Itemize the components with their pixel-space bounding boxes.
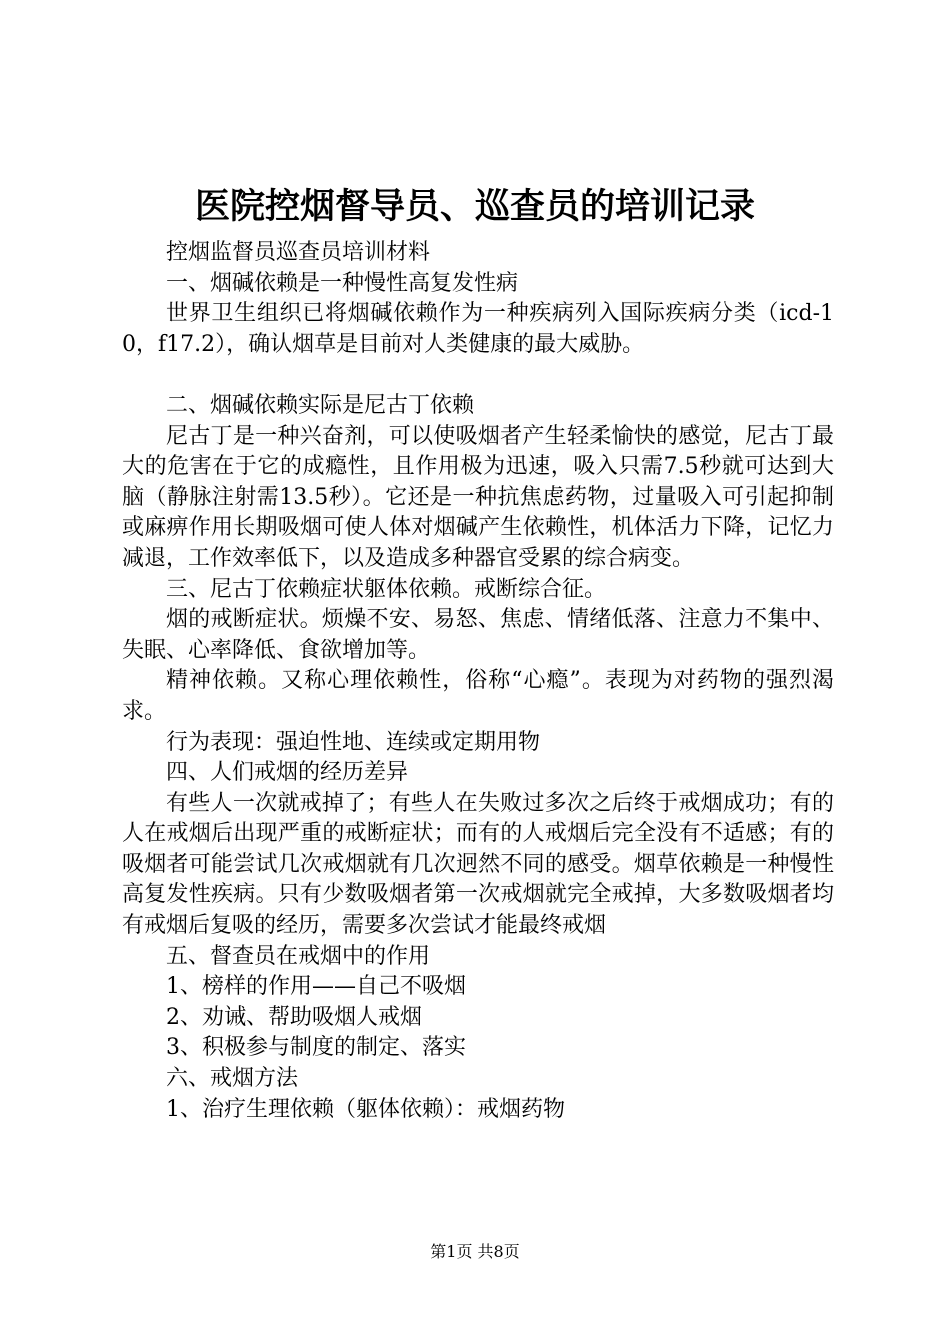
list-item: 1、榜样的作用——自己不吸烟 [166,974,466,1000]
list-item: 1、治疗生理依赖（躯体依赖）：戒烟药物 [166,1096,565,1122]
blank-line [122,360,834,391]
section-heading: 六、戒烟方法 [166,1066,299,1092]
paragraph: 控烟监督员巡查员培训材料 [166,240,431,265]
paragraph: 世界卫生组织已将烟碱依赖作为一种疾病列入国际疾病分类（icd-10，f17.2），确认烟草是目前对人类健康的最大威胁。 [122,301,834,357]
paragraph: 有些人一次就戒掉了；有些人在失败过多次之后终于戒烟成功；有的人在戒烟后出现严重的戒断症状；而有的人戒烟后完全没有不适感；有的吸烟者可能尝试几次戒烟就有几次迥然不同的感受。烟草依赖是一种慢性高复发性疾病。只有少数吸烟者第一次戒烟就完全戒掉，大多数吸烟者均有戒烟后复吸的经历，需要多次尝试才能最终戒烟 [122,790,834,939]
page-footer: 第1页 共8页 [430,1242,520,1261]
section-heading: 一、烟碱依赖是一种慢性高复发性病 [166,270,519,296]
list-item: 3、积极参与制度的制定、落实 [166,1035,466,1061]
list-item: 2、劝诫、帮助吸烟人戒烟 [166,1004,422,1030]
section-heading: 五、督查员在戒烟中的作用 [166,943,431,969]
section-heading: 二、烟碱依赖实际是尼古丁依赖 [166,392,475,418]
document-title: 医院控烟督导员、巡查员的培训记录 [194,186,755,227]
paragraph: 行为表现：强迫性地、连续或定期用物 [166,729,541,755]
document-body [122,238,834,1125]
paragraph: 烟的戒断症状。烦燥不安、易怒、焦虑、情绪低落、注意力不集中、失眠、心率降低、食欲增加等。 [122,607,834,663]
paragraph: 精神依赖。又称心理依赖性，俗称“心瘾”。表现为对药物的强烈渴求。 [122,668,834,724]
paragraph: 尼古丁是一种兴奋剂，可以使吸烟者产生轻柔愉快的感觉，尼古丁最大的危害在于它的成瘾性，且作用极为迅速，吸入只需7.5秒就可达到大脑（静脉注射需13.5秒）。它还是一种抗焦虑药物，过量吸入可引起抑制或麻痹作用长期吸烟可使人体对烟碱产生依赖性，机体活力下降，记忆力减退，工作效率低下，以及造成多种器官受累的综合病变。 [122,423,834,571]
section-heading: 三、尼古丁依赖症状躯体依赖。戒断综合征。 [166,576,607,602]
section-heading: 四、人们戒烟的经历差异 [166,760,409,786]
